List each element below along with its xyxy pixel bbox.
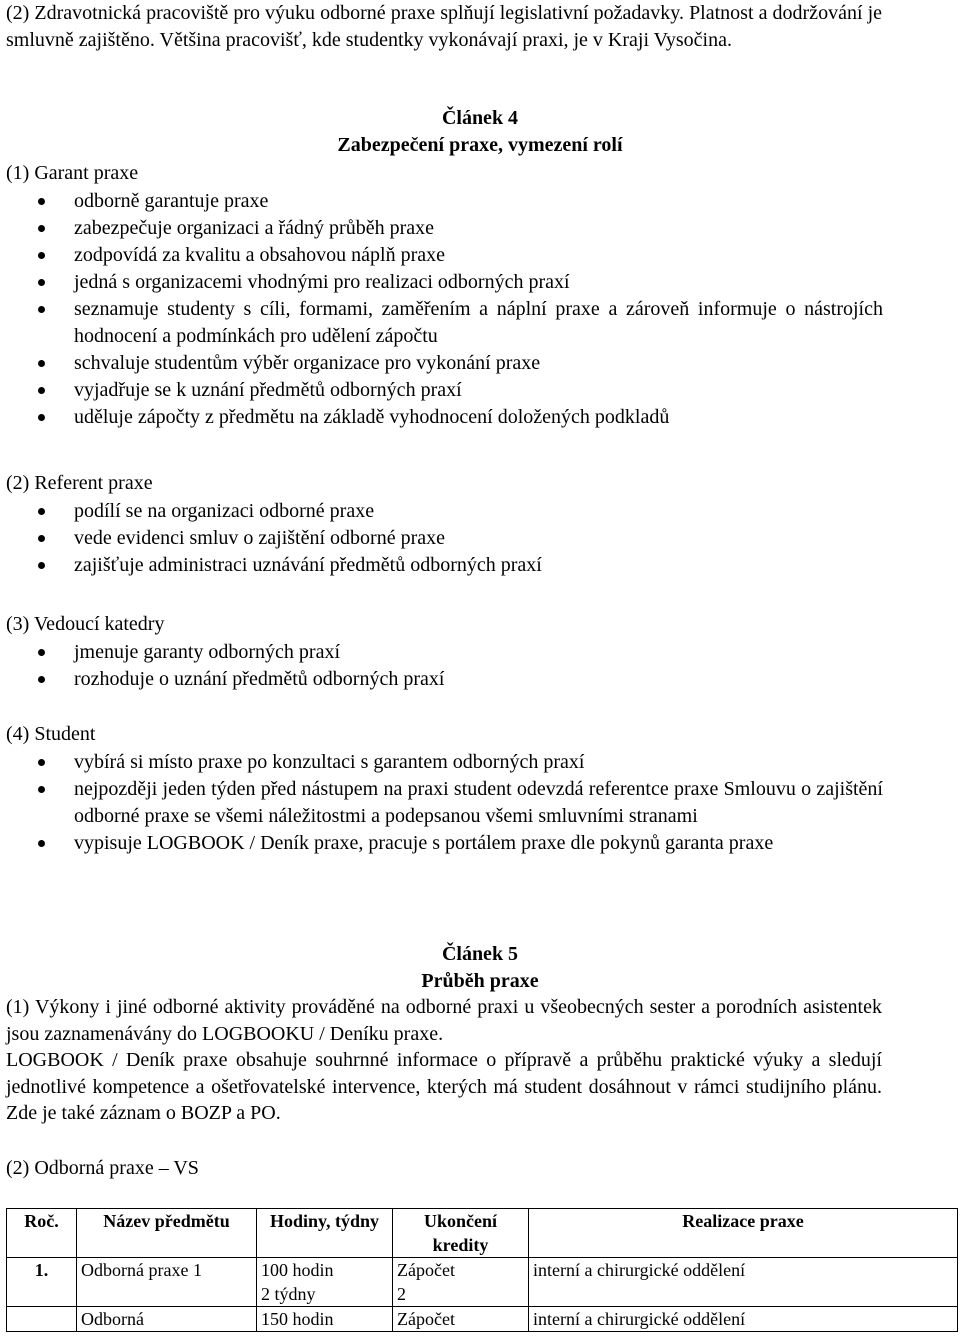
bullet-icon: [38, 360, 45, 367]
header-completion: Ukončení kredity: [393, 1209, 529, 1258]
cell-weeks-value: 2 týdny: [261, 1284, 316, 1304]
article5-paragraph-1: (1) Výkony i jiné odborné aktivity prováděné na odborné praxi u všeobecných sester a porodních asistentek jsou zaznamenávány do LOGBOOKU / Deníku praxe.: [6, 996, 882, 1045]
header-name: Název předmětu: [77, 1209, 257, 1258]
bullet-icon: [38, 414, 45, 421]
vedouci-list: [0, 639, 960, 693]
list-item: jmenuje garanty odborných praxí: [0, 639, 883, 666]
article4-number: Článek 4: [441, 107, 519, 129]
list-item: nejpozději jeden týden před nástupem na praxi student odevzdá referentce praxe Smlouvu o zajištění odborné praxe se všemi náležitostmi a podepsanou všemi smluvními stranami: [0, 776, 883, 830]
list-item: vyjadřuje se k uznání předmětů odborných praxí: [0, 377, 883, 404]
list-item: vede evidenci smluv o zajištění odborné praxe: [0, 525, 883, 552]
referent-list: [0, 498, 960, 579]
list-item: rozhoduje o uznání předmětů odborných praxí: [0, 666, 883, 693]
cell-name: Odborná praxe 1: [77, 1258, 257, 1307]
list-item: podílí se na organizaci odborné praxe: [0, 498, 883, 525]
bullet-icon: [38, 198, 45, 205]
bullet-icon: [38, 562, 45, 569]
bullet-icon: [38, 306, 45, 313]
cell-realization: interní a chirurgické oddělení: [529, 1307, 958, 1332]
list-item: zodpovídá za kvalitu a obsahovou náplň praxe: [0, 242, 883, 269]
bullet-icon: [38, 508, 45, 515]
list-item: seznamuje studenty s cíli, formami, zaměřením a náplní praxe a zároveň informuje o nástrojích hodnocení a podmínkách pro udělení zápočtu: [0, 296, 883, 350]
list-item: vybírá si místo praxe po konzultaci s garantem odborných praxí: [0, 749, 883, 776]
article4-title: Zabezpečení praxe, vymezení rolí: [337, 134, 623, 156]
header-realization: Realizace praxe: [529, 1209, 958, 1258]
role-title-referent: (2) Referent praxe: [6, 472, 153, 494]
cell-completion: [393, 1307, 529, 1332]
table-row: [7, 1307, 958, 1332]
list-item: zabezpečuje organizaci a řádný průběh praxe: [0, 215, 883, 242]
bullet-icon: [38, 225, 45, 232]
list-item: uděluje zápočty z předmětu na základě vyhodnocení doložených podkladů: [0, 404, 883, 431]
cell-credits-value: 2: [397, 1284, 406, 1304]
cell-name: Odborná: [77, 1307, 257, 1332]
cell-hours-value: 100 hodin: [261, 1260, 334, 1280]
bullet-icon: [38, 387, 45, 394]
bullet-icon: [38, 252, 45, 259]
role-title-garant: (1) Garant praxe: [6, 162, 139, 184]
intro-paragraph: (2) Zdravotnická pracoviště pro výuku odborné praxe splňují legislativní požadavky. Platnost a dodržování je smluvně zajištěno. Většina pracovišť, kde studentky vykonávají praxi, je v Kraji Vysočina.: [6, 2, 882, 51]
courses-table: [6, 1208, 958, 1332]
table-row: [7, 1258, 958, 1307]
cell-completion: [393, 1258, 529, 1307]
bullet-icon: [38, 279, 45, 286]
list-item: schvaluje studentům výběr organizace pro vykonání praxe: [0, 350, 883, 377]
article5-title: Průběh praxe: [421, 970, 539, 992]
list-item: zajišťuje administraci uznávání předmětů odborných praxí: [0, 552, 883, 579]
bullet-icon: [38, 786, 45, 793]
list-item: jedná s organizacemi vhodnými pro realizaci odborných praxí: [0, 269, 883, 296]
role-title-vedouci: (3) Vedoucí katedry: [6, 613, 165, 635]
article5-number: Článek 5: [441, 943, 519, 965]
cell-realization: interní a chirurgické oddělení: [529, 1258, 958, 1307]
cell-year: [7, 1307, 77, 1332]
cell-hours: [257, 1307, 393, 1332]
bullet-icon: [38, 535, 45, 542]
bullet-icon: [38, 676, 45, 683]
garant-list: [0, 188, 960, 431]
cell-year: 1.: [7, 1258, 77, 1307]
student-list: [0, 749, 960, 857]
header-hours: Hodiny, týdny: [257, 1209, 393, 1258]
header-year: Roč.: [7, 1209, 77, 1258]
list-item: vypisuje LOGBOOK / Deník praxe, pracuje s portálem praxe dle pokynů garanta praxe: [0, 830, 883, 857]
role-title-student: (4) Student: [6, 723, 96, 745]
bullet-icon: [38, 649, 45, 656]
article5-paragraph-3: (2) Odborná praxe – VS: [6, 1157, 199, 1179]
bullet-icon: [38, 840, 45, 847]
cell-hours-value: 150 hodin: [261, 1309, 334, 1329]
list-item: odborně garantuje praxe: [0, 188, 883, 215]
cell-hours: [257, 1258, 393, 1307]
cell-completion-value: Zápočet: [397, 1309, 455, 1329]
table-header-row: [7, 1209, 958, 1258]
bullet-icon: [38, 759, 45, 766]
article5-paragraph-2: LOGBOOK / Deník praxe obsahuje souhrnné informace o přípravě a průběhu praktické výuky a sledují jednotlivé kompetence a ošetřovatelské intervence, kterých má student dosáhnout v rámci studijního plánu. Zde je také záznam o BOZP a PO.: [6, 1049, 882, 1124]
cell-completion-value: Zápočet: [397, 1260, 455, 1280]
